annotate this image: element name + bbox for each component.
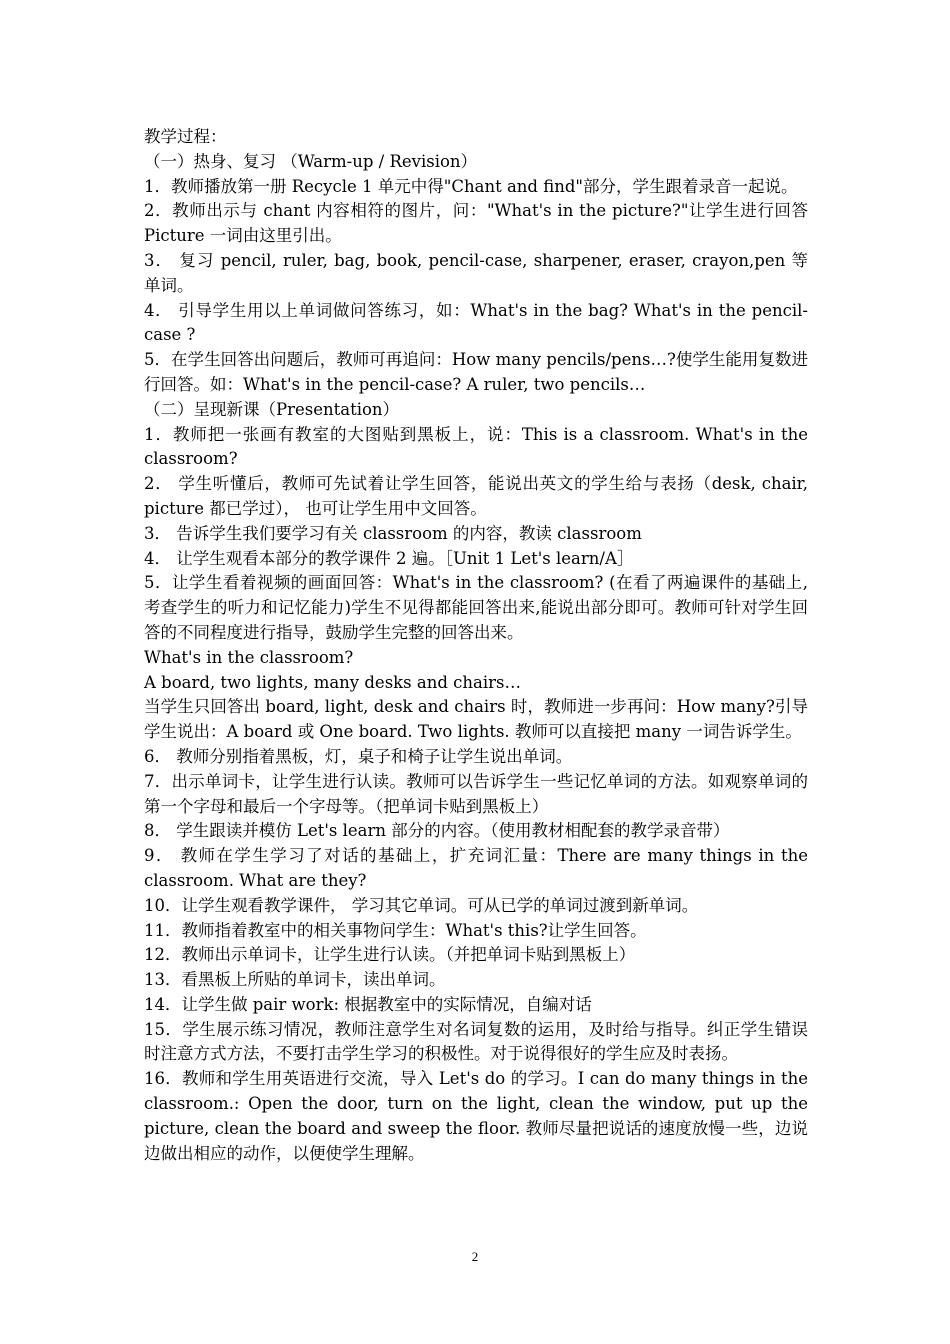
section-heading: 教学过程： bbox=[144, 127, 227, 146]
paragraph: 4． 让学生观看本部分的教学课件 2 遍。［Unit 1 Let's learn/A］ bbox=[144, 548, 634, 568]
dialogue-line: A board, two lights, many desks and chairs… bbox=[144, 672, 521, 692]
paragraph: 8． 学生跟读并模仿 Let's learn 部分的内容。（使用教材相配套的教学录音带） bbox=[144, 821, 730, 841]
paragraph: 6． 教师分别指着黑板，灯，桌子和椅子让学生说出单词。 bbox=[144, 746, 573, 766]
paragraph: 11．教师指着教室中的相关事物问学生：What's this?让学生回答。 bbox=[144, 920, 647, 940]
subsection-heading: （一）热身、复习 （Warm-up / Revision） bbox=[144, 151, 478, 171]
paragraph: 2．教师出示与 chant 内容相符的图片，问："What's in the picture?"让学生进行回答 Picture 一词由这里引出。 bbox=[144, 201, 808, 246]
dialogue-line: What's in the classroom? bbox=[144, 647, 354, 667]
paragraph: 13．看黑板上所贴的单词卡，读出单词。 bbox=[144, 970, 446, 990]
document-body bbox=[144, 125, 808, 1166]
page-number: 2 bbox=[471, 1249, 479, 1264]
paragraph: 16．教师和学生用英语进行交流，导入 Let's do 的学习。I can do many things in the classroom.: Open the door, turn on the light, clean the window, put up the picture, clean the board and sweep the floor. 教师尽量把说话的速度放慢一些，边说边做出相应的动作，以便使学生理解。 bbox=[144, 1069, 808, 1163]
paragraph: 5．让学生看着视频的画面回答：What's in the classroom? (在看了两遍课件的基础上,考查学生的听力和记忆能力)学生不见得都能回答出来,能说出部分即可。教师可针对学生回答的不同程度进行指导，鼓励学生完整的回答出来。 bbox=[144, 573, 808, 642]
paragraph: 4． 引导学生用以上单词做问答练习，如：What's in the bag? What's in the pencil-case ? bbox=[144, 300, 808, 345]
paragraph: 1．教师播放第一册 Recycle 1 单元中得"Chant and find"部分，学生跟着录音一起说。 bbox=[144, 176, 798, 196]
paragraph: 3． 复习 pencil, ruler, bag, book, pencil-case, sharpener, eraser, crayon,pen 等单词。 bbox=[144, 250, 808, 295]
paragraph: 14．让学生做 pair work: 根据教室中的实际情况，自编对话 bbox=[144, 994, 592, 1014]
paragraph: 5．在学生回答出问题后，教师可再追问：How many pencils/pens…?使学生能用复数进行回答。如：What's in the pencil-case? A ruler, two pencils… bbox=[144, 350, 808, 394]
paragraph: 10．让学生观看教学课件， 学习其它单词。可从已学的单词过渡到新单词。 bbox=[144, 895, 699, 915]
paragraph: 当学生只回答出 board, light, desk and chairs 时，教师进一步再问：How many?引导学生说出：A board 或 One board. Two lights. 教师可以直接把 many 一词告诉学生。 bbox=[144, 697, 808, 742]
paragraph: 3． 告诉学生我们要学习有关 classroom 的内容，教读 classroom bbox=[144, 523, 642, 543]
paragraph: 12．教师出示单词卡，让学生进行认读。（并把单词卡贴到黑板上） bbox=[144, 945, 636, 965]
paragraph: 9． 教师在学生学习了对话的基础上，扩充词汇量：There are many things in the classroom. What are they? bbox=[144, 846, 808, 890]
paragraph: 15．学生展示练习情况，教师注意学生对名词复数的运用，及时给与指导。纠正学生错误时注意方式方法，不要打击学生学习的积极性。对于说得很好的学生应及时表扬。 bbox=[144, 1019, 808, 1064]
paragraph: 7．出示单词卡，让学生进行认读。教师可以告诉学生一些记忆单词的方法。如观察单词的第一个字母和最后一个字母等。（把单词卡贴到黑板上） bbox=[144, 771, 808, 816]
paragraph: 1．教师把一张画有教室的大图贴到黑板上，说：This is a classroom. What's in the classroom? bbox=[144, 424, 808, 469]
paragraph: 2． 学生听懂后，教师可先试着让学生回答，能说出英文的学生给与表扬（desk, chair, picture 都已学过）， 也可让学生用中文回答。 bbox=[144, 474, 808, 518]
subsection-heading: （二）呈现新课（Presentation） bbox=[144, 399, 400, 419]
